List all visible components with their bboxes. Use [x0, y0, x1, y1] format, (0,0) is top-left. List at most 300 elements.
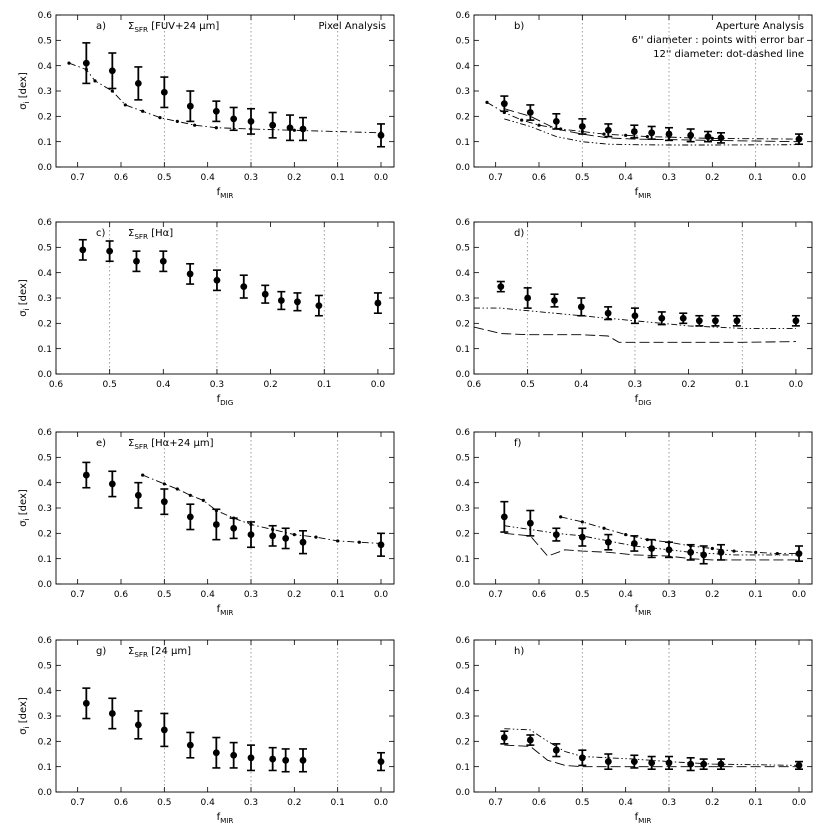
data-point	[315, 295, 323, 315]
point-marker	[214, 277, 221, 284]
y-tick-label: 0.3	[455, 504, 470, 515]
point-marker	[658, 315, 665, 322]
point-marker	[700, 551, 707, 558]
series-line-dot-dash	[69, 63, 381, 133]
point-marker	[294, 298, 301, 305]
x-tick-label: 0.7	[70, 590, 85, 600]
line-vertex	[485, 101, 488, 104]
y-tick-label: 0.2	[37, 112, 52, 123]
line-vertex	[559, 515, 562, 518]
point-marker	[501, 100, 508, 107]
data-point	[552, 114, 560, 129]
data-point	[500, 502, 508, 532]
point-marker	[269, 532, 276, 539]
data-point	[160, 489, 168, 514]
line-vertex	[732, 549, 735, 552]
panel-c	[18, 218, 394, 407]
y-tick-label: 0.6	[37, 428, 52, 439]
data-point	[82, 688, 90, 718]
x-tick-label: 0.7	[70, 173, 85, 183]
data-point	[299, 118, 307, 141]
panel-label: a)	[96, 21, 107, 32]
x-tick-label: 0.0	[791, 798, 807, 808]
data-point	[247, 522, 255, 547]
data-point	[282, 528, 290, 548]
y-tick-label: 0.0	[37, 163, 52, 174]
plot-frame	[56, 432, 394, 584]
data-point	[106, 241, 114, 261]
point-marker	[527, 737, 534, 744]
point-marker	[161, 727, 168, 734]
data-point	[159, 251, 167, 271]
x-tick-label: 0.5	[575, 173, 590, 183]
x-tick-label: 0.4	[618, 590, 633, 600]
panel-label: g)	[96, 646, 107, 657]
panel-label: f)	[514, 438, 522, 449]
data-point	[261, 285, 269, 303]
data-point	[648, 757, 656, 770]
point-marker	[230, 115, 237, 122]
panel-label: h)	[514, 646, 525, 657]
y-tick-label: 0.6	[37, 218, 52, 229]
y-tick-label: 0.4	[37, 686, 52, 697]
point-marker	[666, 131, 673, 138]
data-point	[526, 735, 534, 745]
panel-d	[456, 218, 812, 407]
x-tick-label: 0.2	[705, 590, 720, 600]
point-marker	[378, 758, 385, 765]
point-marker	[269, 756, 276, 763]
point-marker	[282, 757, 289, 764]
x-tick-label: 0.0	[373, 590, 389, 600]
y-tick-label: 0.5	[455, 661, 470, 672]
x-tick-label: 0.4	[618, 173, 633, 183]
line-vertex	[202, 499, 205, 502]
line-vertex	[176, 120, 179, 123]
x-tick-label: 0.5	[157, 590, 172, 600]
point-marker	[553, 531, 560, 538]
x-tick-label: 0.2	[287, 590, 302, 600]
x-tick-label: 0.1	[735, 380, 750, 390]
x-tick-label: 0.1	[748, 590, 763, 600]
panel-h	[456, 636, 812, 825]
point-marker	[648, 759, 655, 766]
point-marker	[133, 258, 140, 265]
y-tick-label: 0.3	[37, 87, 52, 98]
data-point	[247, 109, 255, 134]
y-tick-label: 0.6	[37, 636, 52, 647]
point-marker	[579, 754, 586, 761]
y-tick-label: 0.1	[455, 554, 470, 565]
point-marker	[648, 545, 655, 552]
data-point	[186, 264, 194, 284]
data-point	[578, 528, 586, 546]
data-point	[82, 462, 90, 487]
y-tick-label: 0.1	[37, 344, 52, 355]
point-marker	[79, 246, 86, 253]
panel-label: e)	[96, 438, 107, 449]
y-tick-label: 0.5	[37, 36, 52, 47]
x-tick-label: 0.3	[209, 380, 225, 390]
y-tick-label: 0.6	[455, 428, 470, 439]
panel-quantity: $\Sigma_{SFR}$ [24 μm]	[128, 646, 192, 659]
data-point	[377, 533, 385, 556]
point-marker	[631, 540, 638, 547]
data-point	[552, 744, 560, 757]
data-point	[795, 134, 803, 144]
data-point	[604, 307, 612, 320]
point-marker	[248, 754, 255, 761]
data-point	[108, 53, 116, 88]
point-marker	[240, 283, 247, 290]
plot-frame	[474, 432, 812, 584]
data-point	[700, 759, 708, 769]
line-vertex	[141, 473, 144, 476]
point-marker	[378, 132, 385, 139]
data-point	[134, 483, 142, 508]
point-marker	[578, 303, 585, 310]
data-point	[269, 748, 277, 771]
data-point	[247, 745, 255, 770]
point-marker	[524, 295, 531, 302]
data-point	[500, 96, 508, 111]
x-tick-label: 0.0	[788, 380, 804, 390]
point-marker	[712, 317, 719, 324]
data-point	[282, 749, 290, 772]
point-marker	[605, 127, 612, 134]
data-point	[374, 293, 382, 313]
x-axis-label: $f_{MIR}$	[216, 812, 234, 825]
x-tick-label: 0.3	[661, 798, 677, 808]
x-tick-label: 0.5	[520, 380, 535, 390]
point-marker	[83, 700, 90, 707]
x-tick-label: 0.4	[574, 380, 589, 390]
x-tick-label: 0.2	[287, 798, 302, 808]
x-tick-label: 0.2	[705, 173, 720, 183]
x-tick-label: 0.6	[113, 173, 129, 183]
point-marker	[187, 513, 194, 520]
point-marker	[109, 481, 116, 488]
y-tick-label: 0.5	[455, 453, 470, 464]
y-tick-label: 0.6	[455, 218, 470, 229]
legend-line: 6'' diameter : points with error bar	[631, 35, 804, 46]
x-tick-label: 0.6	[531, 590, 547, 600]
data-point	[695, 316, 703, 326]
data-point	[108, 471, 116, 496]
x-tick-label: 0.1	[748, 798, 763, 808]
data-point	[665, 542, 673, 557]
x-tick-label: 0.5	[575, 798, 590, 808]
point-marker	[315, 302, 322, 309]
x-axis-label: $f_{MIR}$	[216, 187, 234, 200]
data-point	[160, 713, 168, 746]
y-tick-label: 0.4	[455, 686, 470, 697]
point-marker	[109, 67, 116, 74]
point-marker	[161, 498, 168, 505]
y-tick-label: 0.2	[37, 737, 52, 748]
x-tick-label: 0.0	[373, 173, 389, 183]
point-marker	[553, 747, 560, 754]
data-point	[377, 753, 385, 771]
line-vertex	[624, 134, 627, 137]
line-vertex	[358, 541, 361, 544]
y-tick-label: 0.0	[37, 580, 52, 591]
x-tick-label: 0.2	[263, 380, 278, 390]
point-marker	[287, 124, 294, 131]
point-marker	[106, 248, 113, 255]
point-marker	[687, 761, 694, 768]
panels	[18, 11, 812, 825]
line-vertex	[141, 110, 144, 113]
x-axis-label: $f_{MIR}$	[634, 187, 652, 200]
data-point	[552, 528, 560, 541]
y-tick-label: 0.0	[37, 370, 52, 381]
panel-quantity: $\Sigma_{SFR}$ [Hα]	[128, 228, 174, 241]
x-tick-label: 0.3	[243, 173, 259, 183]
data-point	[524, 288, 532, 308]
y-tick-label: 0.6	[455, 636, 470, 647]
data-point	[604, 124, 612, 137]
y-tick-label: 0.1	[455, 344, 470, 355]
y-tick-label: 0.1	[455, 137, 470, 148]
line-vertex	[754, 551, 757, 554]
data-point	[700, 546, 708, 564]
y-tick-label: 0.2	[37, 529, 52, 540]
x-tick-label: 0.0	[373, 798, 389, 808]
y-axis-label: $\sigma_i$ [dex]	[18, 279, 31, 317]
y-tick-label: 0.1	[37, 554, 52, 565]
y-tick-label: 0.5	[37, 243, 52, 254]
line-vertex	[158, 116, 161, 119]
point-marker	[248, 118, 255, 125]
data-point	[717, 133, 725, 143]
panel-e	[18, 428, 394, 617]
data-point	[212, 509, 220, 539]
data-point	[160, 77, 168, 107]
y-tick-label: 0.0	[455, 370, 470, 381]
point-marker	[300, 757, 307, 764]
y-tick-label: 0.4	[455, 61, 470, 72]
y-axis-label: $\sigma_i$ [dex]	[18, 697, 31, 735]
data-point	[108, 698, 116, 728]
data-point	[186, 504, 194, 529]
x-tick-label: 0.6	[531, 798, 547, 808]
y-tick-label: 0.4	[37, 478, 52, 489]
x-tick-label: 0.1	[330, 173, 345, 183]
data-point	[186, 91, 194, 121]
line-vertex	[602, 132, 605, 135]
legend-line: Aperture Analysis	[715, 21, 804, 32]
x-axis-label: $f_{MIR}$	[216, 604, 234, 617]
x-tick-label: 0.0	[370, 380, 386, 390]
data-point	[230, 743, 238, 768]
point-marker	[187, 103, 194, 110]
x-tick-label: 0.4	[200, 173, 215, 183]
data-point	[299, 531, 307, 554]
series-line-dot-dash	[561, 517, 799, 554]
x-tick-label: 0.4	[618, 798, 633, 808]
point-marker	[269, 122, 276, 129]
x-tick-label: 0.1	[330, 590, 345, 600]
point-marker	[135, 492, 142, 499]
point-marker	[187, 742, 194, 749]
point-marker	[666, 759, 673, 766]
point-marker	[213, 108, 220, 115]
point-marker	[83, 472, 90, 479]
y-tick-label: 0.0	[37, 788, 52, 799]
point-marker	[718, 134, 725, 141]
y-tick-label: 0.1	[37, 137, 52, 148]
point-marker	[300, 126, 307, 133]
x-tick-label: 0.6	[48, 380, 64, 390]
x-tick-label: 0.4	[200, 798, 215, 808]
x-axis-label: $f_{DIG}$	[634, 394, 652, 407]
y-tick-label: 0.6	[37, 11, 52, 22]
data-point	[795, 762, 803, 770]
panel-b	[456, 11, 812, 200]
x-tick-label: 0.4	[200, 590, 215, 600]
x-tick-label: 0.5	[157, 173, 172, 183]
point-marker	[687, 549, 694, 556]
x-tick-label: 0.0	[791, 590, 807, 600]
y-tick-label: 0.3	[37, 712, 52, 723]
point-marker	[262, 291, 269, 298]
point-marker	[796, 762, 803, 769]
y-axis-label: $\sigma_i$ [dex]	[18, 72, 31, 110]
line-vertex	[602, 527, 605, 530]
y-axis-label: $\sigma_i$ [dex]	[18, 489, 31, 527]
y-tick-label: 0.3	[455, 712, 470, 723]
point-marker	[631, 758, 638, 765]
line-vertex	[93, 79, 96, 82]
line-vertex	[711, 547, 714, 550]
point-marker	[378, 541, 385, 548]
point-marker	[160, 258, 167, 265]
point-marker	[300, 539, 307, 546]
data-point	[526, 511, 534, 536]
data-point	[604, 535, 612, 550]
point-marker	[793, 317, 800, 324]
point-marker	[680, 315, 687, 322]
x-tick-label: 0.5	[575, 590, 590, 600]
plot-frame	[474, 640, 812, 792]
point-marker	[282, 535, 289, 542]
data-point	[277, 292, 285, 310]
point-marker	[135, 721, 142, 728]
y-tick-label: 0.4	[455, 268, 470, 279]
point-marker	[705, 133, 712, 140]
panel-note: Pixel Analysis	[318, 21, 386, 32]
panel-label: d)	[514, 228, 525, 239]
point-marker	[135, 80, 142, 87]
data-point	[82, 43, 90, 84]
x-tick-label: 0.3	[627, 380, 643, 390]
line-vertex	[293, 533, 296, 536]
data-point	[212, 738, 220, 768]
panel-quantity: $\Sigma_{SFR}$ [Hα+24 μm]	[128, 438, 214, 451]
x-tick-label: 0.5	[102, 380, 117, 390]
point-marker	[230, 525, 237, 532]
panel-quantity: $\Sigma_{SFR}$ [FUV+24 μm]	[128, 21, 220, 34]
data-point	[293, 293, 301, 311]
data-point	[630, 536, 638, 551]
point-marker	[248, 531, 255, 538]
point-marker	[666, 546, 673, 553]
point-marker	[230, 752, 237, 759]
point-marker	[187, 271, 194, 278]
panel-label: c)	[96, 228, 106, 239]
line-vertex	[163, 482, 166, 485]
line-vertex	[520, 119, 523, 122]
line-vertex	[193, 124, 196, 127]
panel-a	[18, 11, 394, 200]
point-marker	[605, 758, 612, 765]
y-tick-label: 0.5	[455, 243, 470, 254]
x-tick-label: 0.6	[466, 380, 482, 390]
data-point	[497, 282, 505, 292]
point-marker	[796, 550, 803, 557]
x-tick-label: 0.3	[243, 590, 259, 600]
plot-frame	[56, 222, 394, 374]
point-marker	[718, 761, 725, 768]
x-tick-label: 0.0	[791, 173, 807, 183]
line-vertex	[646, 135, 649, 138]
legend-line: 12'' diameter: dot-dashed line	[653, 49, 804, 60]
series-line-dot-dash	[143, 475, 381, 543]
point-marker	[605, 310, 612, 317]
point-marker	[497, 283, 504, 290]
point-marker	[213, 749, 220, 756]
data-point	[711, 316, 719, 326]
data-point	[665, 128, 673, 141]
y-tick-label: 0.0	[455, 788, 470, 799]
x-tick-label: 0.4	[156, 380, 171, 390]
point-marker	[631, 128, 638, 135]
data-point	[230, 107, 238, 130]
line-vertex	[581, 520, 584, 523]
data-point	[134, 711, 142, 739]
data-point	[578, 750, 586, 765]
panel-label: b)	[514, 21, 525, 32]
x-tick-label: 0.7	[488, 590, 503, 600]
y-tick-label: 0.2	[455, 319, 470, 330]
point-marker	[501, 513, 508, 520]
data-point	[212, 101, 220, 121]
data-point	[631, 308, 639, 323]
data-point	[134, 67, 142, 100]
point-marker	[700, 761, 707, 768]
x-tick-label: 0.7	[488, 173, 503, 183]
data-point	[230, 518, 238, 538]
point-marker	[605, 539, 612, 546]
y-tick-label: 0.1	[455, 762, 470, 773]
data-point	[687, 758, 695, 771]
x-tick-label: 0.1	[317, 380, 332, 390]
x-tick-label: 0.2	[287, 173, 302, 183]
data-point	[630, 755, 638, 768]
point-marker	[733, 317, 740, 324]
x-tick-label: 0.1	[748, 173, 763, 183]
point-marker	[161, 89, 168, 96]
y-tick-label: 0.1	[37, 762, 52, 773]
point-marker	[527, 520, 534, 527]
line-vertex	[314, 536, 317, 539]
y-tick-label: 0.3	[37, 504, 52, 515]
x-tick-label: 0.2	[705, 798, 720, 808]
point-marker	[648, 129, 655, 136]
data-point	[717, 759, 725, 769]
data-point	[792, 316, 800, 326]
